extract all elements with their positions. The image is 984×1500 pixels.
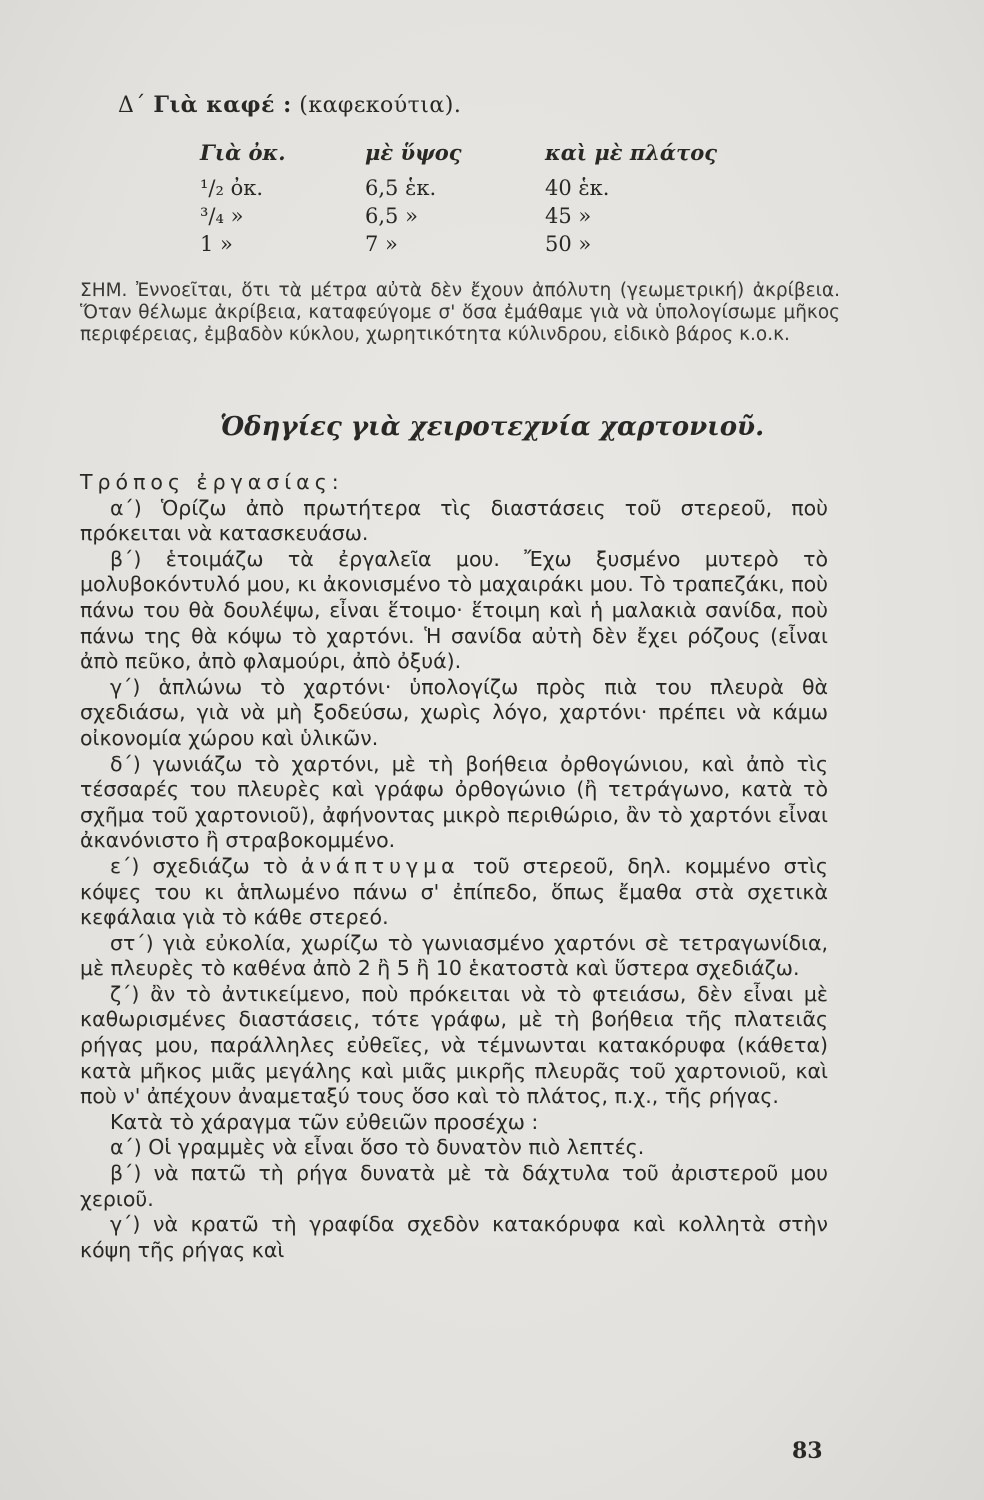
paragraph: α΄) Ὁρίζω ἀπὸ πρωτήτερα τὶς διαστάσεις τοῦ στερεοῦ, ποὺ πρόκειται νὰ κατασκευάσω. — [80, 495, 828, 546]
paragraph: α΄) Οἱ γραμμὲς νὰ εἶναι ὅσο τὸ δυνατὸν πιὸ λεπτές. — [110, 1135, 645, 1160]
chapter-title: Ὁδηγίες γιὰ χειροτεχνία χαρτονιοῦ. — [219, 412, 765, 442]
paragraph: γ΄) ἁπλώνω τὸ χαρτόνι· ὑπολογίζω πρὸς πιὰ του πλευρὰ θὰ σχεδιάσω, γιὰ νὰ μὴ ξοδεύσω, χωρὶς λόγο, χαρτόνι· πρέπει νὰ κάμω οἰκονομία χώρου καὶ ὑλικῶν. — [80, 674, 828, 750]
table-cell: 45 » — [545, 204, 592, 228]
table-cell: 6,5 ἑκ. — [365, 176, 437, 200]
table-row — [200, 176, 760, 204]
paragraph: Κατὰ τὸ χάραγμα τῶν εὐθειῶν προσέχω : — [110, 1109, 539, 1134]
section-letter: Δ΄ — [118, 93, 146, 118]
table-cell: 6,5 » — [365, 204, 418, 228]
paragraph: δ΄) γωνιάζω τὸ χαρτόνι, μὲ τὴ βοήθεια ὀρθογώνιου, καὶ ἀπὸ τὶς τέσσαρές του πλευρὲς καὶ γράφω ὀρθογώνιο (ἢ τετράγωνο, κατὰ τὸ σχῆμα τοῦ χαρτονιοῦ), ἀφήνοντας μικρὸ περιθώριο, ἂν τὸ χαρτόνι εἶναι ἀκανόνιστο ἢ στραβοκομμένο. — [80, 751, 828, 853]
table-cell: 7 » — [365, 232, 398, 256]
paragraph: στ΄) γιὰ εὐκολία, χωρίζω τὸ γωνιασμένο χαρτόνι σὲ τετραγωνίδια, μὲ πλευρὲς τὸ καθένα ἀπὸ 2 ἢ 5 ἢ 10 ἑκατοστὰ καὶ ὕστερα σχεδιάζω. — [80, 930, 828, 981]
table-cell: 50 » — [545, 232, 592, 256]
table-cell: ³/₄ » — [200, 204, 244, 228]
table-header-cell: μὲ ὕψος — [365, 140, 462, 165]
table-cell: 1 » — [200, 232, 233, 256]
body-text — [80, 470, 828, 1263]
paragraph: β΄) νὰ πατῶ τὴ ρήγα δυνατὰ μὲ τὰ δάχτυλα τοῦ ἀριστεροῦ μου χεριοῦ. — [80, 1161, 828, 1211]
footnote: ΣΗΜ. Ἐννοεῖται, ὅτι τὰ μέτρα αὐτὰ δὲν ἔχουν ἀπόλυτη (γεωμετρική) ἀκρίβεια. Ὅταν θέλωμε ἀκρίβεια, καταφεύγομε σ' ὅσα ἐμάθαμε γιὰ νὰ ὑπολογίσωμε μῆκος περιφέρειας, ἐμβαδὸν κύκλου, χωρητικότητα κύλινδρου, εἰδικὸ βάρος κ.ο.κ. — [80, 280, 840, 345]
table-header-row — [200, 140, 760, 176]
paragraph: ε΄) σχεδιάζω τὸ ἀνάπτυγμα τοῦ στερεοῦ, δηλ. κομμένο στὶς κόψες του κι ἁπλωμένο πάνω σ' ἐπίπεδο, ὅπως ἔμαθα στὰ σχετικὰ κεφάλαια γιὰ τὸ κάθε στερεό. — [80, 853, 828, 930]
section-title: Γιὰ καφέ : — [153, 92, 292, 118]
paragraph: ζ΄) ἂν τὸ ἀντικείμενο, ποὺ πρόκειται νὰ τὸ φτειάσω, δὲν εἶναι μὲ καθωρισμένες διαστάσεις, τότε γράφω, μὲ τὴ βοήθεια τῆς πλατειᾶς ρήγας μου, παράλληλες εὐθεῖες, νὰ τέμνωνται κατακόρυφα (κάθετα) κατὰ μῆκος μιᾶς μεγάλης καὶ μιᾶς μικρῆς πλευρᾶς τοῦ χαρτονιοῦ, καὶ ποὺ ν' ἀπέχουν ἀναμεταξύ τους ὅσο καὶ τὸ πλάτος, π.χ., τῆς ρήγας. — [80, 981, 828, 1109]
table-cell: 40 ἑκ. — [545, 176, 610, 200]
paragraph: β΄) ἑτοιμάζω τὰ ἐργαλεῖα μου. Ἔχω ξυσμένο μυτερὸ τὸ μολυβοκόντυλό μου, κι ἀκονισμένο τὸ μαχαιράκι μου. Τὸ τραπεζάκι, ποὺ πάνω του θὰ δουλέψω, εἶναι ἕτοιμο· ἕτοιμη καὶ ἡ μαλακιὰ σανίδα, ποὺ πάνω της θὰ κόψω τὸ χαρτόνι. Ἡ σανίδα αὐτὴ δὲν ἔχει ρόζους (εἶναι ἀπὸ πεῦκο, ἀπὸ φλαμούρι, ἀπὸ ὀξυά). — [80, 546, 828, 674]
section-heading — [118, 92, 461, 118]
paragraph: γ΄) νὰ κρατῶ τὴ γραφίδα σχεδὸν κατακόρυφα καὶ κολλητὰ στὴν κόψη τῆς ρήγας καὶ — [80, 1212, 828, 1262]
method-heading: Τρόπος ἐργασίας: — [80, 470, 344, 494]
table-cell: ¹/₂ ὀκ. — [200, 176, 264, 200]
table-header-cell: Γιὰ ὀκ. — [200, 140, 286, 165]
dimensions-table — [200, 140, 760, 260]
page-number: 83 — [792, 1438, 823, 1464]
table-row — [200, 204, 760, 232]
table-row — [200, 232, 760, 260]
section-subtitle: (καφεκούτια). — [299, 93, 462, 118]
table-header-cell: καὶ μὲ πλάτος — [545, 140, 717, 165]
